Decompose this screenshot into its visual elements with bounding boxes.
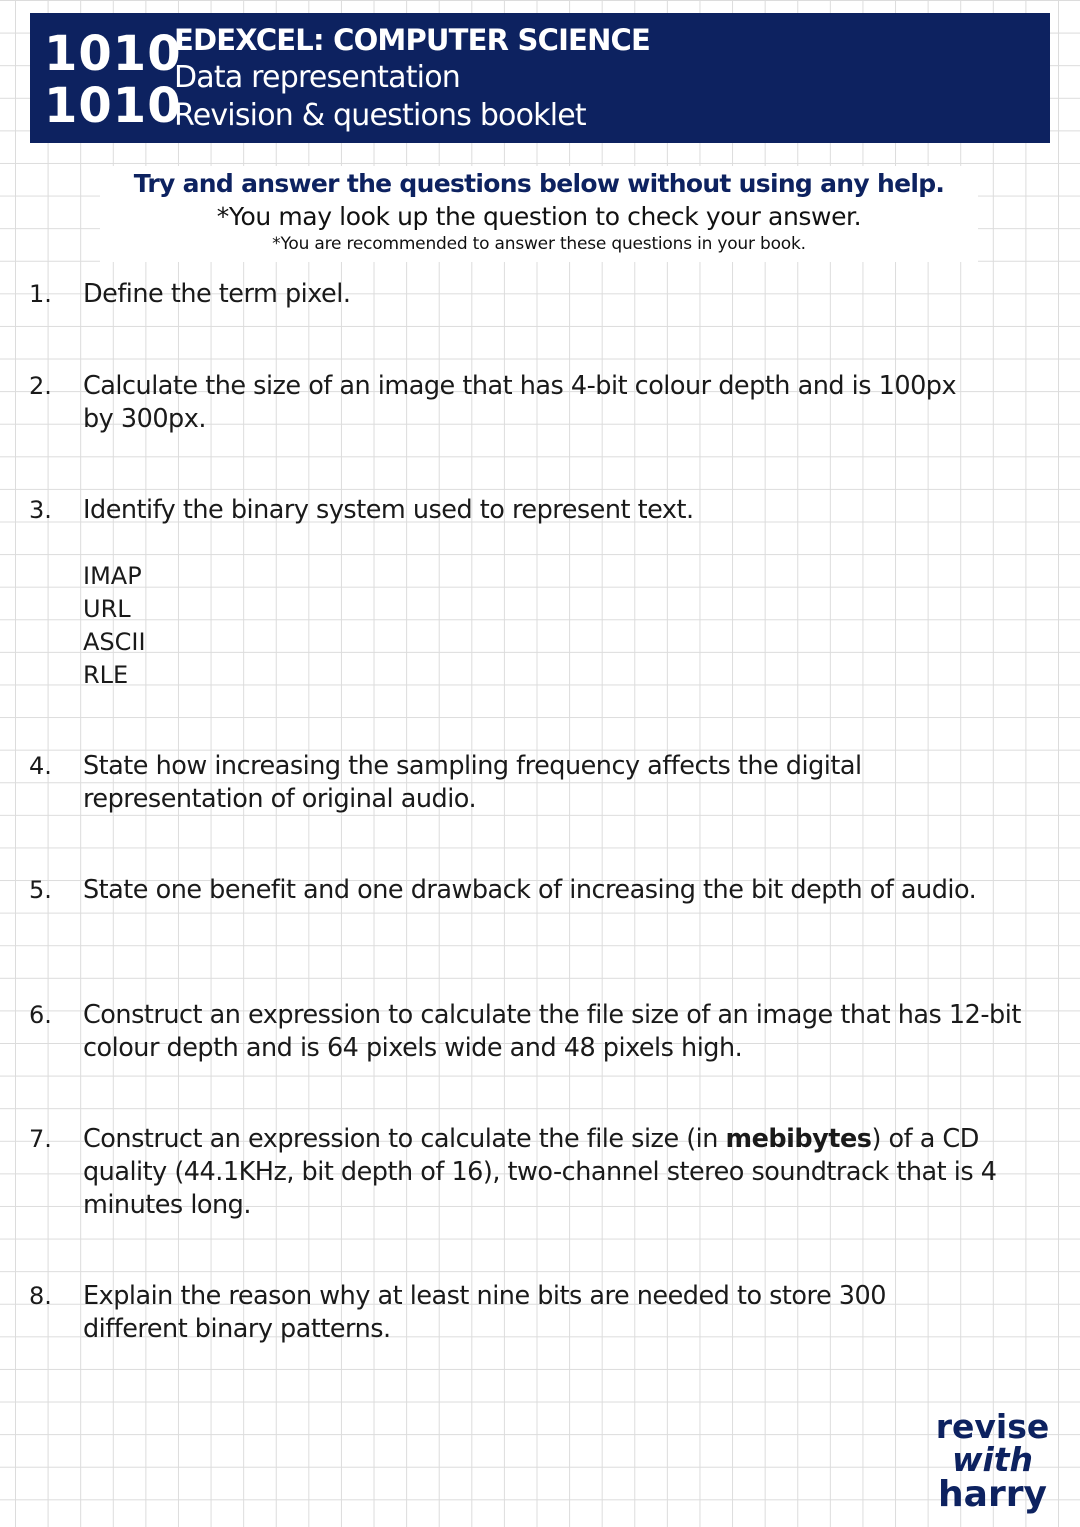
binary-logo-top: 1010	[44, 26, 182, 82]
question-text-7-end: ) of a CD quality (44.1KHz, bit depth of 16), two-channel stereo soundtrack that is 4 minutes long.	[83, 1124, 997, 1220]
question-number-1: 1.	[29, 280, 52, 308]
header-subtitle-topic: Data representation	[174, 60, 460, 95]
option-imap: IMAP	[83, 562, 142, 590]
brand-line-harry: harry	[938, 1474, 1047, 1515]
option-url: URL	[83, 595, 131, 623]
header-text	[174, 21, 650, 135]
option-rle: RLE	[83, 661, 129, 689]
binary-logo-bottom: 1010	[44, 78, 182, 134]
brand-line-with: with	[951, 1440, 1034, 1479]
header-title: EDEXCEL: COMPUTER SCIENCE	[174, 23, 651, 57]
header-banner	[30, 13, 1050, 143]
question-text-7-start: Construct an expression to calculate the file size (in	[83, 1124, 726, 1154]
brand-logo	[920, 1407, 1065, 1515]
question-text-7	[83, 1123, 1028, 1222]
question-text-5: State one benefit and one drawback of increasing the bit depth of audio.	[83, 875, 977, 905]
question-text-1: Define the term pixel.	[83, 279, 351, 309]
question-text-6: Construct an expression to calculate the file size of an image that has 12-bit colour depth and is 64 pixels wide and 48 pixels high.	[83, 1000, 1021, 1063]
question-text-8: Explain the reason why at least nine bits are needed to store 300 different binary patterns.	[83, 1281, 886, 1344]
instructions-main: Try and answer the questions below without using any help.	[133, 169, 945, 198]
question-number-5: 5.	[29, 876, 52, 904]
question-number-3: 3.	[29, 496, 52, 524]
question-3-options	[83, 560, 146, 692]
question-text-2: Calculate the size of an image that has 4-bit colour depth and is 100px by 300px.	[83, 371, 957, 434]
question-text-4: State how increasing the sampling frequency affects the digital representation of original audio.	[83, 751, 862, 814]
header-subtitle-booklet: Revision & questions booklet	[174, 98, 586, 133]
instructions-box	[100, 166, 978, 262]
question-number-6: 6.	[29, 1001, 52, 1029]
question-number-2: 2.	[29, 372, 52, 400]
question-number-8: 8.	[29, 1282, 52, 1310]
question-text-7-bold-unit: mebibytes	[725, 1124, 872, 1154]
option-ascii: ASCII	[83, 628, 146, 656]
instructions-small-note: *You are recommended to answer these questions in your book.	[272, 234, 806, 254]
question-number-7: 7.	[29, 1125, 52, 1153]
question-text-3: Identify the binary system used to represent text.	[83, 495, 694, 525]
instructions-note: *You may look up the question to check your answer.	[216, 202, 862, 231]
brand-line-revise: revise	[935, 1407, 1050, 1446]
question-number-4: 4.	[29, 752, 52, 780]
